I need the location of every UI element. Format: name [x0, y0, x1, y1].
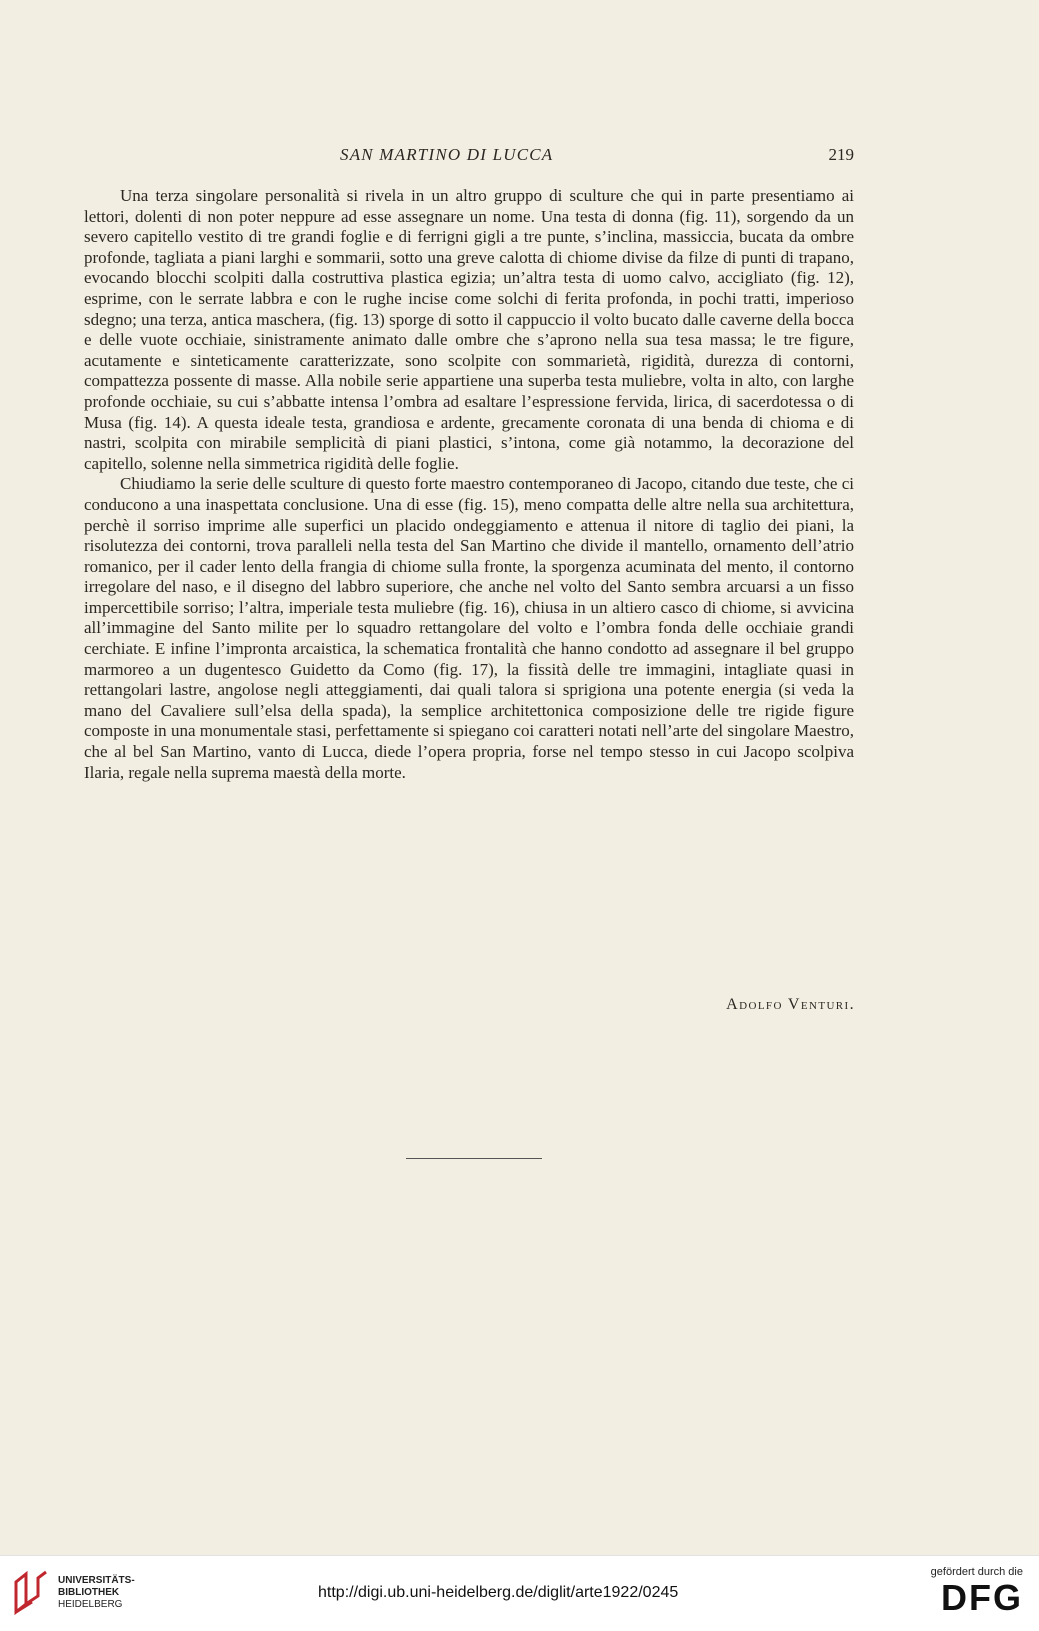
paragraph-1: Una terza singolare personalità si rivela in un altro gruppo di sculture che qui in parte presentiamo ai lettori, dolenti di non poter neppure ad esse assegnare un nome. Una testa di donna (fig. 11), sorgendo da un severo capitello vestito di tre grandi foglie e di ferrigni gigli a tre punte, s’inclina, massiccia, bucata da ombre profonde, tagliata a piani larghi e sommarii, sotto una greve calotta di chiome divise da filze di punti di trapano, evocando blocchi scolpiti dalla costruttiva plastica egizia; un’altra testa di uomo calvo, accigliato (fig. 12), esprime, con le serrate labbra e con le rughe incise come solchi di ferita profonda, in pochi tratti, imperioso sdegno; una terza, antica maschera, (fig. 13) sporge di sotto il cappuccio il volto bucato dalle caverne della bocca e delle vuote occhiaie, sinistramente animato dalle ombre che s’aprono nella sua tesa massa; le tre figure, acutamente e sinteticamente caratterizzate, sono scolpite con sommarietà, rigidità, durezza di contorni, compattezza possente di masse. Alla nobile serie appartiene una superba testa muliebre, volta in alto, con larghe profonde occhiaie, su cui s’abbatte intensa l’ombra ad esaltare l’espressione fervida, lirica, di sacerdotessa o di Musa (fig. 14). A questa ideale testa, grandiosa e ardente, grecamente coronata di una benda di chioma e di nastri, scolpita con mirabile semplicità di piani plastici, s’intona, come già notammo, la decorazione del capitello, solenne nella simmetrica rigidità delle foglie. — [84, 186, 854, 473]
library-name — [58, 1575, 135, 1611]
library-name-line: BIBLIOTHEK — [58, 1587, 120, 1598]
paragraph-2: Chiudiamo la serie delle sculture di questo forte maestro contemporaneo di Jacopo, citando due teste, che ci conducono a una inaspettata conclusione. Una di esse (fig. 15), meno compatta delle altre nella sua architettura, perchè il sorriso imprime alle superfici un placido ondeggiamento e attenua il nitore di taglio dei piani, la risolutezza dei contorni, trova paralleli nella testa del San Martino che divide il mantello, ornamento dell’atrio romanico, per il cader lento della frangia di chiome sulla fronte, la sporgenza acuminata del mento, il contorno irregolare del naso, e il disegno del labbro superiore, che anche nel volto del Santo sembra arcuarsi a un fisso impercettibile sorriso; l’altra, imperiale testa muliebre (fig. 16), chiusa in un altiero casco di chiome, si avvicina all’immagine del Santo milite per lo squadro rettangolare del volto e l’ombra fonda delle occhiaie grandi cerchiate. E infine l’impronta arcaistica, la schematica frontalità che hanno condotto ad assegnare il bel gruppo marmoreo a un dugentesco Guidetto da Como (fig. 17), la fissità delle tre immagini, intagliate quasi in rettangolari lastre, angolose negli atteggiamenti, dai quali talora si sprigiona una potente energia (si veda la mano del Cavaliere sull’elsa della spada), la semplice architettonica composizione delle tre rigide figure composte in una monumentale stasi, perfettamente si spiegano coi caratteri notati nell’arte del singolare Maestro, che al bel San Martino, vanto di Lucca, diede l’opera propria, forse nel tempo stesso in cui Jacopo scolpiva Ilaria, regale nella suprema maestà della morte. — [84, 474, 854, 782]
viewer-footer — [0, 1555, 1039, 1631]
closing-rule — [406, 1158, 542, 1159]
library-name-line: HEIDELBERG — [58, 1599, 123, 1610]
running-title: SAN MARTINO DI LUCCA — [340, 145, 554, 164]
page-number: 219 — [828, 145, 854, 164]
library-name-line: UNIVERSITÄTS- — [58, 1575, 135, 1586]
library-mark-icon — [10, 1568, 50, 1618]
funding-caption: gefördert durch die — [930, 1566, 1023, 1578]
author-signature: Adolfo Venturi. — [726, 996, 855, 1013]
article-body — [84, 186, 854, 783]
running-head — [84, 145, 854, 171]
permalink-url[interactable]: http://digi.ub.uni-heidelberg.de/diglit/arte1922/0245 — [318, 1584, 679, 1601]
dfg-logo: DFG — [941, 1577, 1023, 1618]
library-logo[interactable] — [10, 1566, 170, 1622]
funder-block[interactable] — [913, 1566, 1023, 1626]
